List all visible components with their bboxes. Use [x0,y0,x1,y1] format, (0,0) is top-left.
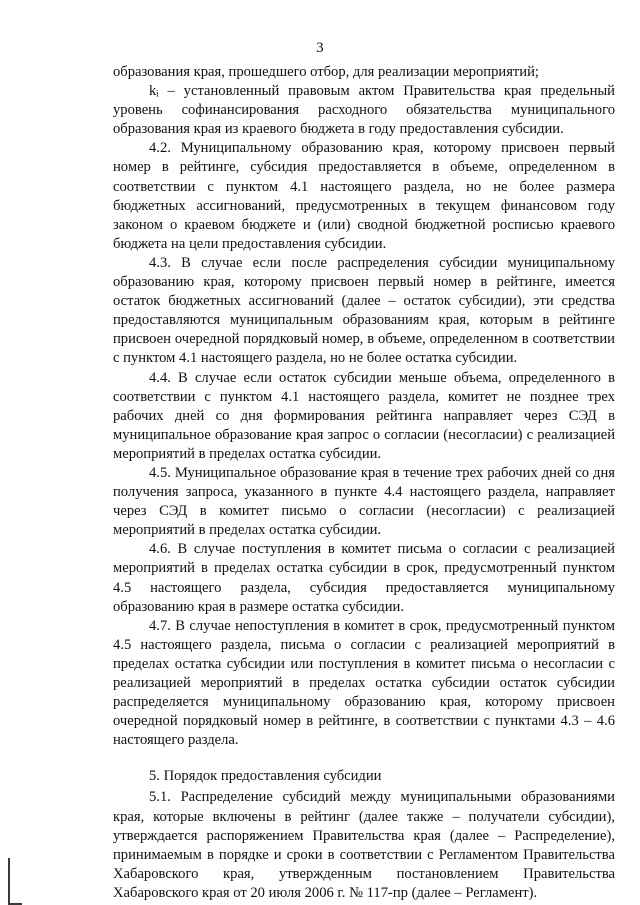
paragraph-4-4: 4.4. В случае если остаток субсидии меньше объема, определенного в соответствии с пунктом 4.1 настоящего раздела, комитет не позднее трех рабочих дней со дня формирования рейтинга направляет через СЭД в муниципальное образование края запрос о согласии (несогласии) с реализацией мероприятий в пределах остатка субсидии. [113,369,615,462]
paragraph-4-7: 4.7. В случае непоступления в комитет в срок, предусмотренный пунктом 4.5 настоящего раздела, письма о согласии с реализацией мероприятий в пределах остатка субсидии или поступления в комитет письма о несогласии с реализацией мероприятий в пределах остатка субсидии остаток субсидии распределяется муниципальному образованию края, которому присвоен очередной порядковый номер в рейтинге, в соответствии с пунктами 4.3 – 4.6 настоящего раздела. [113,617,615,749]
section-5-heading: 5. Порядок предоставления субсидии [149,768,382,785]
paragraph-5-1: 5.1. Распределение субсидий между муниципальными образованиями края, которые включены в рейтинг (далее также – получатели субсидии), утверждается распоряжением Правительства края (далее – Распределение), принимаемым в порядке и сроки в соответствии с Регламентом Правительства Хабаровского края, утвержденным постановлением Правительства Хабаровского края от 20 июля 2006 г. № 117-пр (далее – Регламент). [113,789,615,901]
paragraph-continuation: образования края, прошедшего отбор, для реализации мероприятий; [113,64,539,80]
paragraph-4-6: 4.6. В случае поступления в комитет письма о согласии с реализацией мероприятий в пределах остатка субсидии в срок, предусмотренный пунктом 4.5 настоящего раздела, субсидия предоставляется муниципальному образованию края в размере остатка субсидии. [113,541,615,615]
scan-edge-mark [8,858,10,905]
paragraph-4-3: 4.3. В случае если после распределения субсидии муниципальному образованию края, которому присвоен первый номер в рейтинге, имеется остаток бюджетных ассигнований (далее – остаток субсидии), эти средства предоставляются муниципальным образованиям края, которым в рейтинге присвоен очередной порядковый номер, в объеме, определенном в соответствии с пунктом 4.1 настоящего раздела, но не более остатка субсидии. [113,254,615,367]
document-body [113,63,615,903]
paragraph-4-2: 4.2. Муниципальному образованию края, которому присвоен первый номер в рейтинге, субсидия предоставляется в объеме, определенном в соответствии с пунктом 4.1 настоящего раздела, но не более размера бюджетных ассигнований, предусмотренных в текущем финансовом году законом о краевом бюджете и (или) сводной бюджетной росписью краевого бюджета на цели предоставления субсидии. [113,140,615,252]
paragraph-4-5: 4.5. Муниципальное образование края в течение трех рабочих дней со дня получения запроса, указанного в пункте 4.4 настоящего раздела, направляет через СЭД в комитет письмо о согласии (несогласии) с реализацией мероприятий в пределах остатка субсидии. [113,464,615,539]
page-number: 3 [316,40,324,56]
paragraph-ki-definition: kᵢ – установленный правовым актом Правительства края предельный уровень софинансирования расходного обязательства муниципального образования края из краевого бюджета в году предоставления субсидии. [113,83,615,138]
